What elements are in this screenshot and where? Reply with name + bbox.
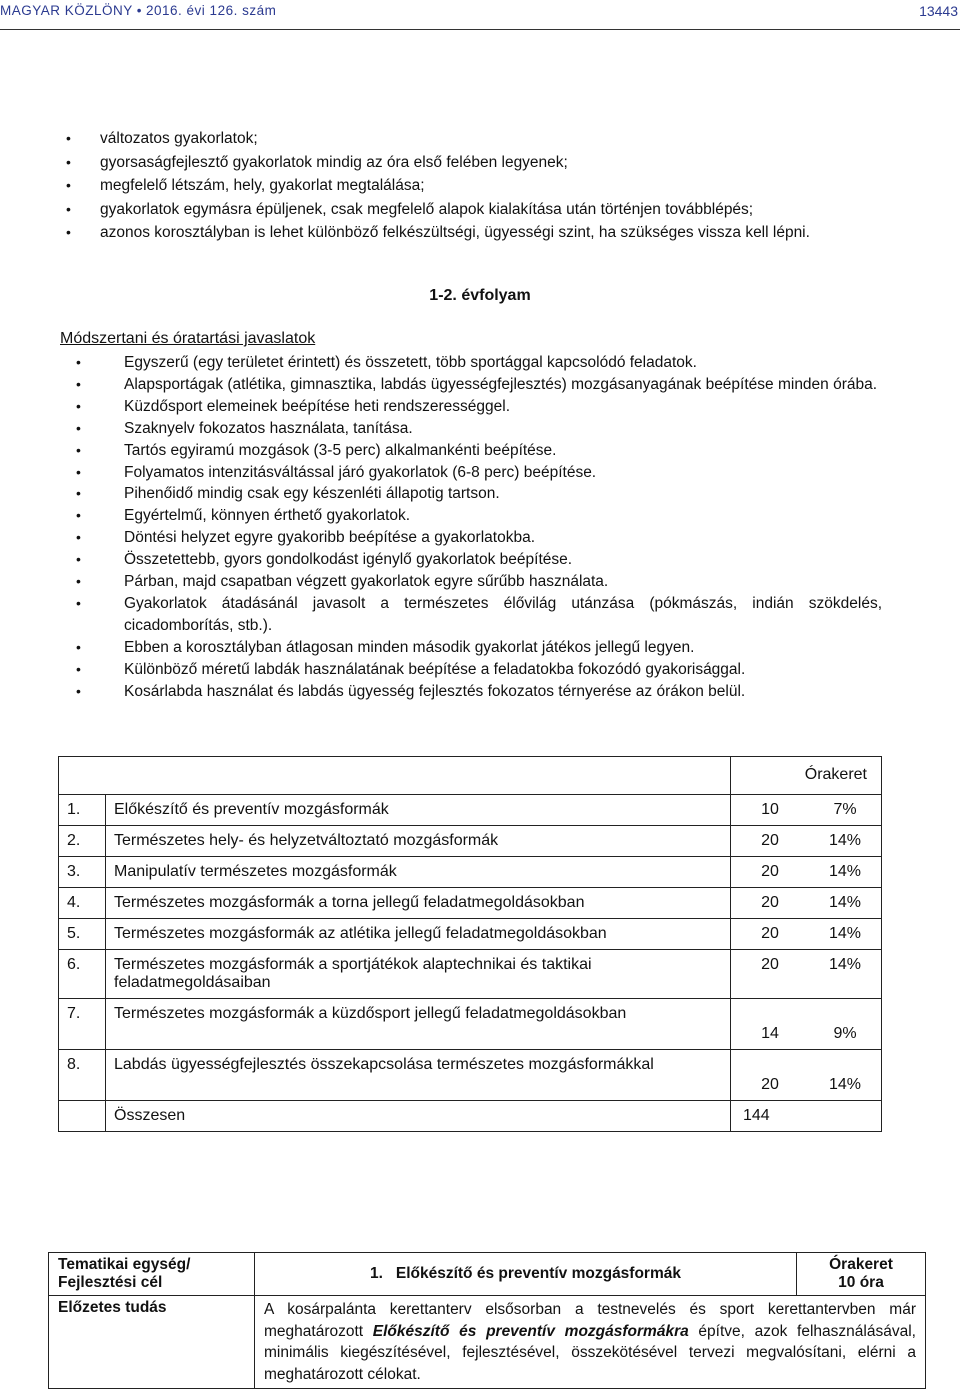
row-number: 1. (59, 795, 106, 826)
bullet-icon: • (76, 397, 81, 414)
row-number: 6. (59, 950, 106, 999)
unit-title-cell (255, 1253, 797, 1296)
list-item (60, 571, 882, 593)
table-row (59, 857, 882, 888)
prereq-text-end: építve, azok felhasználásával, minimális kiegészítésével, fejlesztésével, összekötésével tervezi megvalósítani, elérni a meghatározott célokat. (264, 1322, 916, 1383)
list-item (60, 637, 882, 659)
list-item (60, 593, 882, 637)
row-topic: Természetes mozgásformák a küzdősport jellegű feladatmegoldásokban (106, 999, 731, 1050)
bullet-icon: • (66, 130, 71, 146)
row-percent: 14% (809, 950, 882, 999)
list-item (60, 549, 882, 571)
bullet-icon: • (76, 485, 81, 502)
list-item-text: Alapsportágak (atlétika, gimnasztika, labdás ügyességfejlesztés) mozgásanyagának beépítése minden órába. (124, 375, 878, 393)
row-number: 5. (59, 919, 106, 950)
table-header-empty (59, 757, 731, 795)
list-item-text: Párban, majd csapatban végzett gyakorlatok egyre sűrűbb használata. (124, 573, 609, 591)
row-topic: Előkészítő és preventív mozgásformák (106, 795, 731, 826)
list-item (60, 418, 882, 440)
list-item-text: Folyamatos intenzitásváltással járó gyakorlatok (6-8 perc) beépítése. (124, 463, 597, 481)
row-topic: Labdás ügyességfejlesztés összekapcsolása természetes mozgásformákkal (106, 1050, 731, 1101)
row-percent: 14% (809, 1050, 882, 1101)
list-item-text: változatos gyakorlatok; (100, 130, 258, 147)
row-topic: Természetes mozgásformák a sportjátékok alaptechnikai és taktikai feladatmegoldásaiban (106, 950, 731, 999)
row-hours: 20 (731, 826, 810, 857)
bullet-icon: • (66, 153, 71, 170)
row-hours: 20 (731, 950, 810, 999)
row-hours: 20 (731, 1050, 810, 1101)
list-item-text: Küzdősport elemeinek beépítése heti rendszerességgel. (124, 397, 511, 415)
table-row (59, 1050, 882, 1101)
row-hours: 20 (731, 857, 810, 888)
separator-dot: • (136, 3, 143, 18)
row-number: 7. (59, 999, 106, 1050)
prereq-text-emphasis: Előkészítő és preventív mozgásformákra (372, 1322, 689, 1340)
list-item-text: Tartós egyiramú mozgások (3-5 perc) alkalmankénti beépítése. (124, 441, 557, 459)
page-number: 13443 (919, 3, 958, 19)
list-item (60, 352, 882, 374)
row-percent: 14% (809, 919, 882, 950)
total-empty-cell (809, 1101, 882, 1132)
total-hours: 144 (731, 1101, 810, 1132)
bullet-icon: • (76, 551, 81, 568)
list-item-text: Egyszerű (egy területet érintett) és összetett, több sportággal kapcsolódó feladatok. (124, 354, 697, 371)
unit-title: Előkészítő és preventív mozgásformák (395, 1265, 681, 1282)
list-item-text: Szaknyelv fokozatos használata, tanítása. (124, 419, 413, 437)
list-item (60, 483, 882, 505)
bullet-icon: • (76, 682, 81, 699)
row-hours: 10 (731, 795, 810, 826)
table-row (59, 826, 882, 857)
bullet-icon: • (76, 419, 81, 436)
list-item-text: megfelelő létszám, hely, gyakorlat megtalálása; (100, 177, 425, 194)
table-row (59, 795, 882, 826)
unit-label-line1: Tematikai egység/ (58, 1256, 191, 1273)
unit-prereq-row (49, 1296, 926, 1389)
list-item-text: Egyértelmű, könnyen érthető gyakorlatok. (124, 507, 411, 525)
total-label: Összesen (106, 1101, 731, 1132)
journal-name: MAGYAR KÖZLÖNY (0, 3, 133, 18)
list-item (60, 174, 940, 198)
list-item-text: Ebben a korosztályban átlagosan minden második gyakorlat játékos jellegű legyen. (124, 638, 695, 656)
list-item (60, 198, 940, 222)
prereq-description (255, 1296, 926, 1389)
list-item-text: azonos korosztályban is lehet különböző felkészültségi, ügyességi szint, ha szükséges vissza kell lépni. (100, 224, 810, 241)
unit-label-cell (49, 1253, 255, 1296)
bullet-icon: • (76, 529, 81, 546)
issue-label: 2016. évi 126. szám (146, 3, 277, 18)
table-row (59, 919, 882, 950)
row-percent: 7% (809, 795, 882, 826)
list-item (60, 527, 882, 549)
list-item (60, 681, 882, 703)
prereq-text-start: A kosárpalánta kerettanterv elsősorban a testnevelés és sport kerettantervben már meghatározott (264, 1301, 916, 1340)
list-item (60, 374, 882, 396)
table-header-row (59, 757, 882, 795)
intro-bullet-list (60, 127, 940, 245)
row-percent: 14% (809, 826, 882, 857)
row-number: 8. (59, 1050, 106, 1101)
table-row (59, 999, 882, 1050)
bullet-icon: • (76, 507, 81, 524)
total-empty-cell (59, 1101, 106, 1132)
row-percent: 14% (809, 888, 882, 919)
row-number: 3. (59, 857, 106, 888)
list-item (60, 440, 882, 462)
row-hours: 14 (731, 999, 810, 1050)
row-hours: 20 (731, 919, 810, 950)
method-heading: Módszertani és óratartási javaslatok (60, 330, 316, 347)
list-item (60, 151, 940, 175)
table-row (59, 950, 882, 999)
list-item-text: Különböző méretű labdák használatának beépítése a feladatokba fokozódó gyakorisággal. (124, 660, 746, 678)
bullet-icon: • (76, 463, 81, 480)
bullet-icon: • (76, 375, 81, 392)
bullet-icon: • (66, 177, 71, 193)
unit-header-row (49, 1253, 926, 1296)
unit-label-line2: Fejlesztési cél (58, 1274, 163, 1291)
row-hours: 20 (731, 888, 810, 919)
list-item-text: Kosárlabda használat és labdás ügyesség fejlesztés fokozatos térnyerése az órákon belül. (124, 682, 746, 700)
list-item-text: gyakorlatok egymásra épüljenek, csak megfelelő alapok kialakítása után történjen továbblépés; (100, 200, 754, 218)
hours-header: Órakeret (731, 757, 882, 795)
table-row (59, 888, 882, 919)
list-item (60, 221, 940, 245)
prereq-label: Előzetes tudás (49, 1296, 255, 1389)
row-number: 4. (59, 888, 106, 919)
page-header (0, 0, 960, 30)
row-topic: Természetes hely- és helyzetváltoztató mozgásformák (106, 826, 731, 857)
list-item (60, 462, 882, 484)
list-item-text: Összetettebb, gyors gondolkodást igénylő gyakorlatok beépítése. (124, 551, 573, 569)
unit-hours-label: Órakeret (829, 1256, 893, 1273)
list-item-text: gyorsaságfejlesztő gyakorlatok mindig az óra első felében legyenek; (100, 153, 568, 171)
bullet-icon: • (76, 573, 81, 590)
row-percent: 9% (809, 999, 882, 1050)
unit-number: 1. (370, 1265, 383, 1282)
bullet-icon: • (66, 200, 71, 217)
list-item-text: Döntési helyzet egyre gyakoribb beépítése a gyakorlatokba. (124, 529, 535, 547)
unit-table (48, 1252, 926, 1389)
unit-hours-value: 10 óra (838, 1274, 884, 1291)
bullet-icon: • (76, 441, 81, 458)
list-item (60, 127, 940, 151)
list-item (60, 396, 882, 418)
list-item-text: Gyakorlatok átadásánál javasolt a természetes élővilág utánzása (pókmászás, indián szökdelés, cicadomborítás, stb.). (124, 594, 882, 634)
bullet-icon: • (76, 638, 81, 655)
row-topic: Természetes mozgásformák a torna jellegű feladatmegoldásokban (106, 888, 731, 919)
row-topic: Manipulatív természetes mozgásformák (106, 857, 731, 888)
unit-hours-cell (797, 1253, 926, 1296)
bullet-icon: • (76, 594, 81, 611)
running-title (0, 3, 276, 18)
hours-table (58, 756, 882, 1132)
grade-heading: 1-2. évfolyam (429, 287, 531, 304)
list-item (60, 659, 882, 681)
method-bullet-list (60, 352, 882, 703)
bullet-icon: • (76, 354, 81, 370)
table-total-row (59, 1101, 882, 1132)
row-percent: 14% (809, 857, 882, 888)
row-topic: Természetes mozgásformák az atlétika jellegű feladatmegoldásokban (106, 919, 731, 950)
bullet-icon: • (76, 660, 81, 677)
bullet-icon: • (66, 224, 71, 240)
list-item (60, 505, 882, 527)
row-number: 2. (59, 826, 106, 857)
list-item-text: Pihenőidő mindig csak egy készenléti állapotig tartson. (124, 485, 500, 503)
